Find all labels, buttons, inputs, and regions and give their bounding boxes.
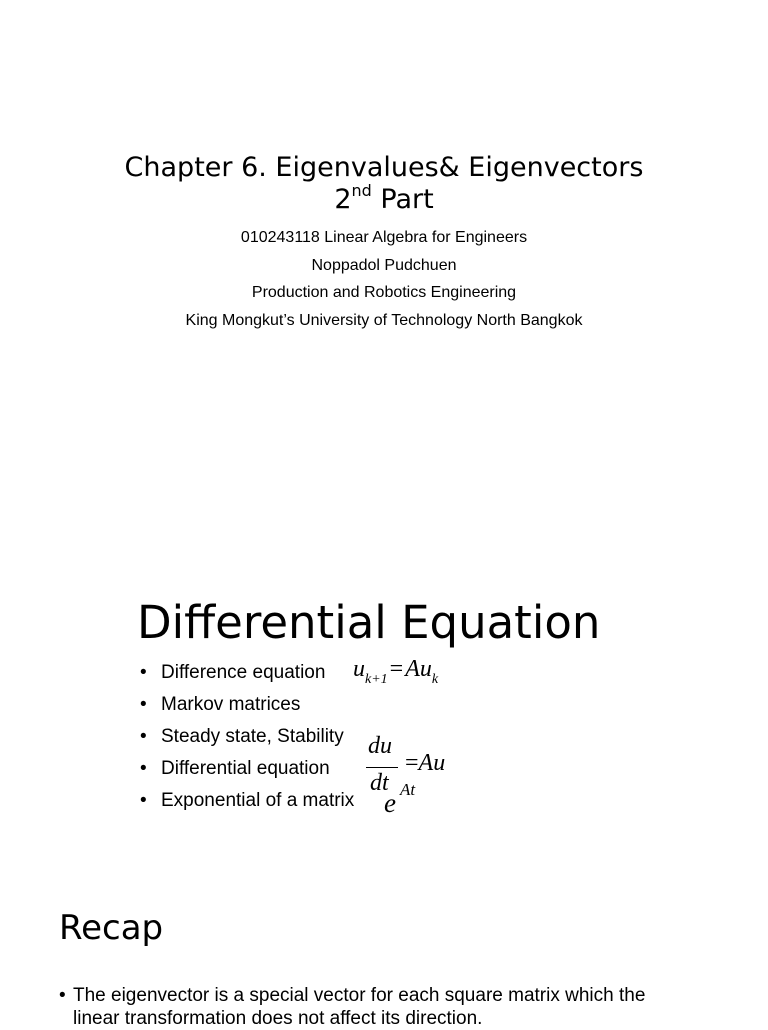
slide-title-differential-equation: Differential Equation	[137, 596, 601, 649]
bullet-text: Markov matrices	[161, 694, 301, 715]
bullet-marker: •	[140, 790, 147, 811]
derivative-denominator: dt	[370, 770, 389, 796]
recap-bullet-item	[59, 984, 719, 1030]
bullet-item	[140, 726, 344, 748]
eq2-equals: =	[405, 750, 419, 776]
part-ordinal-suffix: nd	[351, 181, 372, 200]
bullet-item	[140, 694, 300, 716]
bullet-item	[140, 790, 354, 812]
recap-bullet-line2: linear transformation does not affect its direction.	[73, 1008, 483, 1029]
bullet-item	[140, 758, 330, 780]
eq1-rhs: Au	[405, 656, 432, 682]
bullet-text: Difference equation	[161, 662, 326, 683]
differential-equation-rhs	[405, 750, 445, 777]
fraction-bar	[366, 767, 398, 768]
chapter-title: Chapter 6. Eigenvalues& Eigenvectors	[124, 152, 644, 183]
derivative-numerator: du	[368, 733, 392, 759]
course-code-line: 010243118 Linear Algebra for Engineers	[240, 229, 528, 246]
bullet-text: Steady state, Stability	[161, 726, 344, 747]
bullet-text: Differential equation	[161, 758, 330, 779]
recap-bullet-line1: The eigenvector is a special vector for each square matrix which the	[73, 985, 646, 1006]
author-name: Noppadol Pudchuen	[311, 257, 457, 274]
bullet-marker: •	[140, 694, 147, 715]
bullet-text: Exponential of a matrix	[161, 790, 355, 811]
bullet-item	[140, 662, 325, 684]
eq1-equals: =	[389, 656, 404, 682]
university-name: King Mongkut’s University of Technology North Bangkok	[185, 312, 583, 329]
chapter-subtitle-part	[0, 181, 768, 215]
eq1-rhs-subscript: k	[431, 672, 439, 687]
bullet-marker: •	[140, 726, 147, 747]
eq1-lhs-subscript: k+1	[365, 672, 388, 687]
eq2-rhs-text: Au	[418, 750, 446, 776]
matrix-exponential-exponent: At	[400, 780, 416, 799]
part-word: Part	[371, 184, 434, 215]
slide-title-recap: Recap	[59, 908, 164, 948]
eq1-lhs: u	[353, 656, 365, 682]
bullet-marker: •	[140, 758, 147, 779]
difference-equation-formula	[353, 656, 439, 687]
bullet-marker: •	[140, 662, 147, 683]
department-name: Production and Robotics Engineering	[251, 284, 517, 301]
matrix-exponential-base: e	[384, 788, 396, 818]
bullet-marker: •	[59, 985, 66, 1006]
part-number: 2	[334, 184, 352, 215]
